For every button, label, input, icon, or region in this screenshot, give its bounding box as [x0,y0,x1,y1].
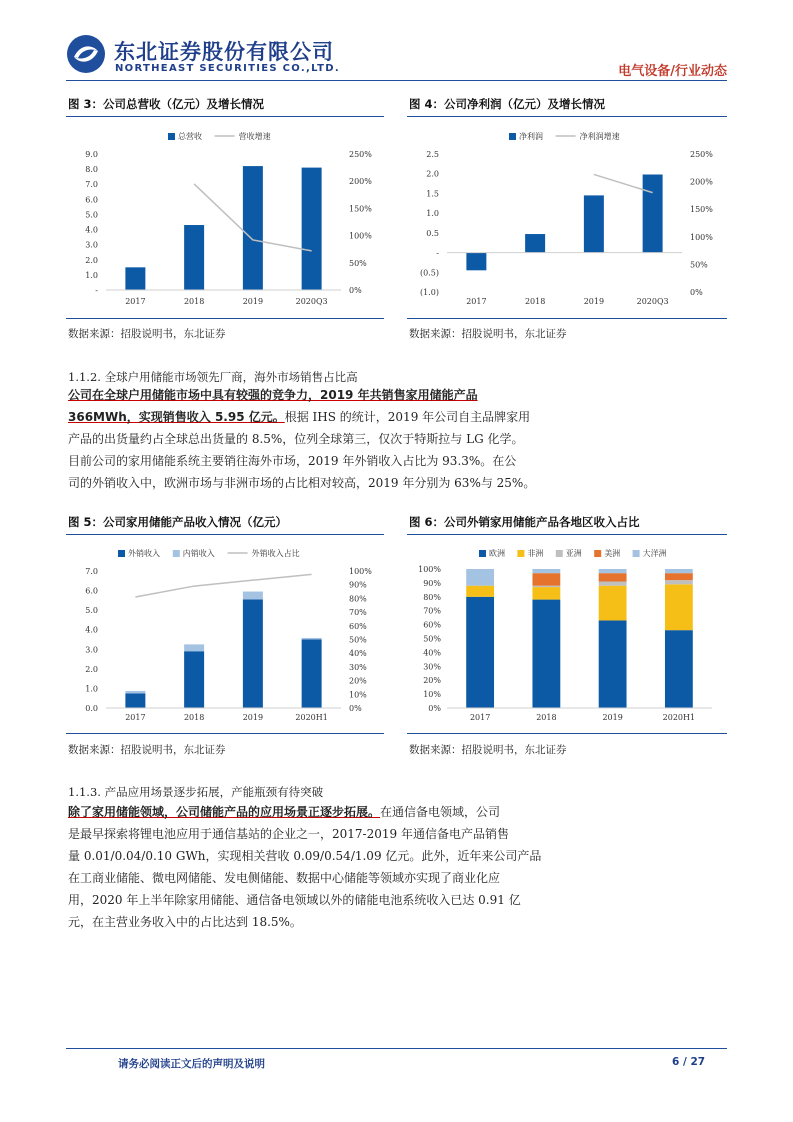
bar-亚洲 [599,582,627,586]
y-right-tick-label: 200% [349,177,372,187]
y-right-tick-label: 250% [690,150,713,159]
y-left-tick-label: 2.0 [426,169,439,179]
bar-净利润 [466,253,486,271]
section-113-lead: 除了家用储能领域，公司储能产品的应用场景正逐步拓展。 [68,805,381,819]
y-right-tick-label: 150% [349,204,372,214]
legend-label-0: 欧洲 [489,549,505,558]
y-left-tick-label: 4.0 [85,625,98,635]
y-tick-label: 90% [423,578,441,588]
page-number: 6 / 27 [672,1056,706,1068]
legend-label-2: 亚洲 [565,549,582,558]
legend-swatch-0 [479,550,486,557]
x-tick-label: 2019 [242,713,264,722]
fig6-chart [407,538,727,734]
x-tick-label: 2017 [469,713,491,722]
fig4-bottom-rule [407,318,727,319]
y-left-tick-label: 1.5 [426,189,439,199]
legend-swatch-1 [173,550,180,557]
y-right-tick-label: 100% [349,567,372,576]
section-112-line: 产品的出货量约占全球总出货量的 8.5%，位列全球第三，仅次于特斯拉与 LG 化学。 [68,432,524,446]
y-right-tick-label: 80% [349,594,367,604]
section-113-line: 元，在主营业务收入中的占比达到 18.5%。 [68,915,302,929]
fig6-title: 图 6：公司外销家用储能产品各地区收入占比 [409,515,640,529]
fig3-source: 数据来源：招股说明书，东北证券 [68,328,226,340]
bar-内销收入 [125,691,145,693]
x-tick-label: 2020H1 [295,713,328,722]
logo-icon [66,34,106,74]
y-left-tick-label: 5.0 [85,210,98,220]
company-logo [66,34,106,74]
x-tick-label: 2018 [536,713,557,722]
bar-美洲 [599,573,627,581]
x-tick-label: 2019 [242,297,264,306]
y-left-tick-label: 3.0 [85,240,98,250]
header-rule [66,80,727,81]
y-left-tick-label: 0.0 [85,704,98,713]
legend-swatch-0 [509,133,516,140]
y-left-tick-label: 2.5 [426,150,439,159]
fig4-source: 数据来源：招股说明书，东北证券 [409,328,567,340]
section-113-line: 是最早探索将锂电池应用于通信基站的企业之一，2017-2019 年通信备电产品销售 [68,827,509,841]
x-tick-label: 2017 [125,713,146,722]
bar-总营收 [184,225,204,290]
fig6-source: 数据来源：招股说明书，东北证券 [409,744,567,756]
y-left-tick-label: 4.0 [85,225,98,235]
y-right-tick-label: 0% [349,286,362,295]
bar-净利润 [643,175,663,253]
legend-swatch-4 [633,550,640,557]
y-left-tick-label: 1.0 [85,270,98,280]
section-112-body [68,384,728,494]
report-category: 电气设备/行业动态 [618,64,727,79]
y-left-tick-label: - [95,286,98,295]
legend-swatch-0 [118,550,125,557]
bar-非洲 [466,586,494,597]
bar-亚洲 [532,586,560,587]
section-113-line: 量 0.01/0.04/0.10 GWh，实现相关营收 0.09/0.54/1.09 亿元。此外，近年来公司产品 [68,849,542,863]
bar-外销收入 [184,651,204,708]
legend-label-0: 外销收入 [128,549,160,558]
fig5-bottom-rule [66,733,384,734]
fig5-chart [66,538,384,734]
y-right-tick-label: 150% [690,205,713,215]
x-tick-label: 2017 [466,297,487,306]
y-right-tick-label: 0% [349,704,362,713]
y-tick-label: 0% [428,704,441,713]
section-112-line: 根据 IHS 的统计，2019 年公司自主品牌家用 [284,410,531,424]
y-left-tick-label: (1.0) [420,288,439,297]
bar-总营收 [243,166,263,290]
y-left-tick-label: 7.0 [85,180,98,190]
bar-外销收入 [243,599,263,708]
legend-label-0: 净利润 [519,132,543,141]
bar-非洲 [599,586,627,621]
legend-swatch-1 [517,550,524,557]
company-name-en: NORTHEAST SECURITIES CO.,LTD. [115,63,340,74]
bar-欧洲 [599,620,627,708]
x-tick-label: 2017 [125,297,146,306]
fig5-rule [66,534,384,535]
bar-内销收入 [184,644,204,651]
legend-label-1: 内销收入 [182,549,215,558]
bar-总营收 [302,168,322,290]
y-tick-label: 30% [423,662,441,672]
y-tick-label: 10% [423,690,441,700]
y-right-tick-label: 30% [349,662,367,672]
footer-rule [66,1048,727,1049]
x-tick-label: 2019 [583,297,605,306]
section-112-heading: 1.1.2. 全球户用储能市场领先厂商，海外市场销售占比高 [68,370,358,384]
fig4-chart [407,120,727,320]
y-tick-label: 20% [423,676,441,686]
section-113-heading: 1.1.3. 产品应用场景逐步拓展，产能瓶颈有待突破 [68,785,324,799]
bar-欧洲 [532,600,560,708]
y-left-tick-label: 1.0 [426,209,439,219]
bar-内销收入 [243,592,263,600]
y-right-tick-label: 20% [349,676,367,686]
legend-label-3: 美洲 [604,549,621,558]
y-left-tick-label: 2.0 [85,255,98,265]
section-112-lead-1: 公司在全球户用储能市场中具有较强的竞争力，2019 年共销售家用储能产品 [68,388,478,402]
y-right-tick-label: 70% [349,608,367,618]
section-112-line: 目前公司的家用储能系统主要销往海外市场，2019 年外销收入占比为 93.3%。在公 [68,454,517,468]
fig5-source: 数据来源：招股说明书，东北证券 [68,744,226,756]
y-right-tick-label: 100% [349,231,372,241]
y-right-tick-label: 50% [349,635,367,645]
y-left-tick-label: 9.0 [85,150,98,159]
y-right-tick-label: 250% [349,150,372,159]
bar-总营收 [125,267,145,290]
y-tick-label: 70% [423,606,441,616]
y-left-tick-label: 1.0 [85,684,98,694]
legend-label-4: 大洋洲 [642,549,667,558]
footer-disclaimer: 请务必阅读正文后的声明及说明 [118,1058,265,1070]
y-right-tick-label: 0% [690,288,703,297]
legend-swatch-0 [168,133,175,140]
x-tick-label: 2018 [183,713,205,722]
y-right-tick-label: 50% [690,260,708,270]
y-left-tick-label: 6.0 [85,195,98,205]
bar-大洋洲 [599,569,627,573]
x-tick-label: 2020H1 [662,713,696,722]
section-112-line: 司的外销收入中，欧洲市场与非洲市场的占比相对较高，2019 年分别为 63%与 25%。 [68,476,536,490]
y-tick-label: 40% [423,648,441,658]
y-left-tick-label: - [436,248,439,258]
x-tick-label: 2018 [183,297,205,306]
section-112-lead-2: 366MWh，实现销售收入 5.95 亿元。 [68,410,285,424]
legend-label-1: 营收增速 [238,132,271,141]
bar-亚洲 [665,580,693,584]
bar-欧洲 [665,630,693,708]
y-left-tick-label: 7.0 [85,567,98,576]
y-right-tick-label: 200% [690,177,713,187]
fig3-chart [66,120,384,320]
fig4-title: 图 4：公司净利润（亿元）及增长情况 [409,97,606,111]
section-113-body [68,801,728,933]
bar-净利润 [584,195,604,252]
y-tick-label: 80% [423,592,441,602]
fig3-rule [66,116,384,117]
fig3-bottom-rule [66,318,384,319]
legend-label-2: 外销收入占比 [251,549,300,558]
legend-label-1: 净利润增速 [579,132,620,141]
y-left-tick-label: 0.5 [426,228,439,238]
line-外销收入占比 [135,574,311,597]
bar-大洋洲 [532,569,560,573]
y-left-tick-label: 3.0 [85,645,98,655]
legend-swatch-2 [556,550,563,557]
fig5-title: 图 5：公司家用储能产品收入情况（亿元） [68,515,288,529]
y-right-tick-label: 100% [690,232,713,242]
bar-内销收入 [302,638,322,640]
fig4-rule [407,116,727,117]
y-right-tick-label: 60% [349,621,367,631]
y-left-tick-label: (0.5) [420,268,439,278]
bar-大洋洲 [665,569,693,573]
fig3-title: 图 3：公司总营收（亿元）及增长情况 [68,97,265,111]
bar-净利润 [525,234,545,253]
legend-label-0: 总营收 [178,132,202,141]
y-tick-label: 50% [423,634,441,644]
bar-外销收入 [125,693,145,708]
section-113-line: 用，2020 年上半年除家用储能、通信备电领域以外的储能电池系统收入已达 0.91 亿 [68,893,521,907]
bar-大洋洲 [466,569,494,586]
section-113-line: 在工商业储能、微电网储能、发电侧储能、数据中心储能等领域亦实现了商业化应 [68,871,501,885]
y-left-tick-label: 5.0 [85,606,98,616]
y-right-tick-label: 50% [349,258,367,268]
y-right-tick-label: 40% [349,649,367,659]
fig6-rule [407,534,727,535]
bar-非洲 [665,584,693,630]
y-right-tick-label: 10% [349,690,367,700]
company-name-cn: 东北证券股份有限公司 [114,40,334,64]
y-left-tick-label: 6.0 [85,586,98,596]
fig6-bottom-rule [407,733,727,734]
y-tick-label: 60% [423,620,441,630]
x-tick-label: 2020Q3 [636,297,669,306]
y-left-tick-label: 2.0 [85,664,98,674]
y-tick-label: 100% [418,565,441,574]
bar-欧洲 [466,597,494,708]
x-tick-label: 2020Q3 [295,297,328,306]
y-right-tick-label: 90% [349,580,367,590]
bar-美洲 [532,573,560,586]
x-tick-label: 2018 [524,297,546,306]
legend-swatch-3 [594,550,601,557]
x-tick-label: 2019 [602,713,623,722]
bar-美洲 [665,573,693,580]
legend-label-1: 非洲 [527,549,544,558]
bar-非洲 [532,587,560,600]
bar-外销收入 [302,640,322,709]
section-113-line: 在通信备电领域，公司 [380,805,501,819]
y-left-tick-label: 8.0 [85,165,98,175]
